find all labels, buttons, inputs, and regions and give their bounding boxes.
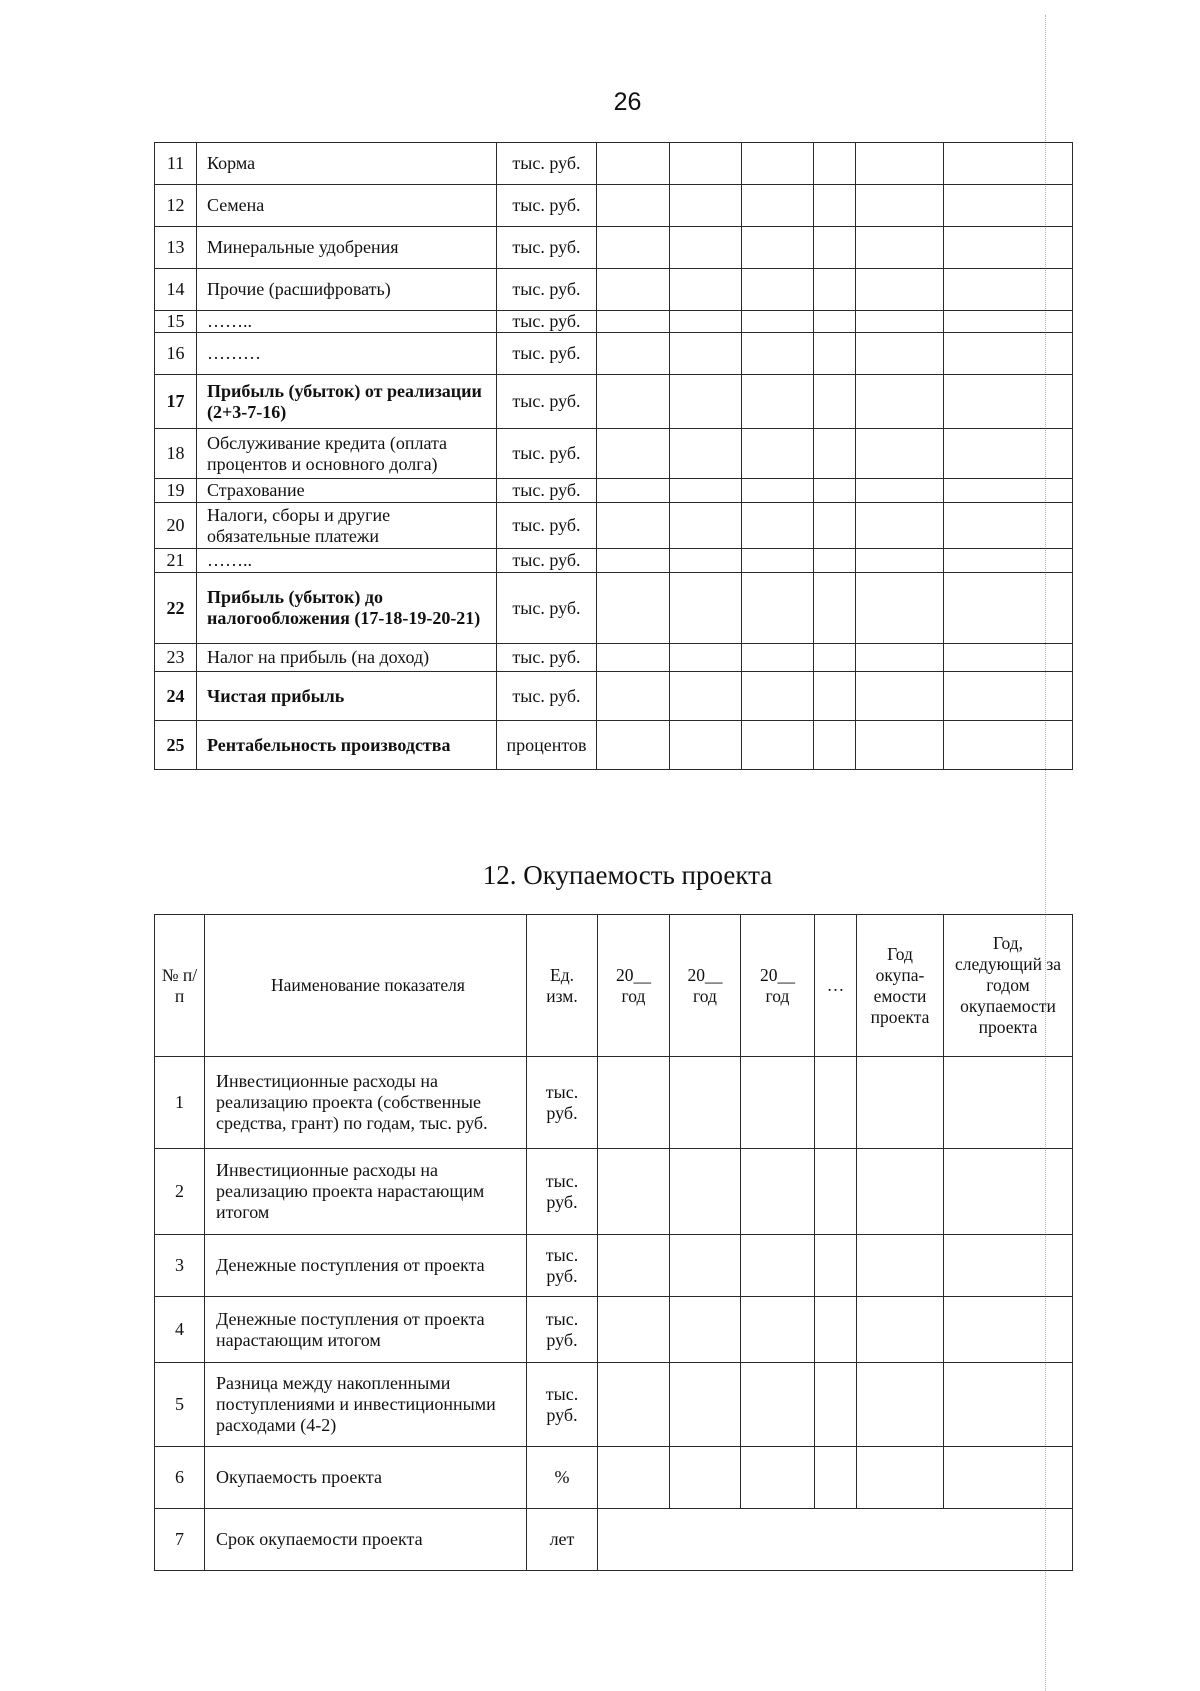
row-number: 20 xyxy=(155,503,197,549)
financial-results-body xyxy=(155,143,1073,770)
row-unit: тыс. руб. xyxy=(497,644,597,672)
value-cell[interactable] xyxy=(944,479,1073,503)
value-cell[interactable] xyxy=(814,333,856,375)
value-cell[interactable] xyxy=(856,143,944,185)
header-num: № п/п xyxy=(155,915,205,1057)
value-cell[interactable] xyxy=(670,549,742,573)
value-cell[interactable] xyxy=(856,672,944,721)
value-cell[interactable] xyxy=(815,1447,857,1509)
value-cell[interactable] xyxy=(857,1149,944,1235)
row-indicator: Прибыль (убыток) от реализации (2+3-7-16) xyxy=(197,375,497,429)
row-indicator: Прочие (расшифровать) xyxy=(197,269,497,311)
header-ellipsis: … xyxy=(815,915,857,1057)
table-row xyxy=(155,1509,1073,1571)
table-row xyxy=(155,143,1073,185)
value-cell[interactable] xyxy=(856,311,944,333)
value-cell[interactable] xyxy=(944,644,1073,672)
value-cell[interactable] xyxy=(741,1235,815,1297)
value-cell[interactable] xyxy=(742,375,814,429)
value-cell[interactable] xyxy=(670,143,742,185)
header-year-3: 20__ год xyxy=(741,915,815,1057)
value-cell[interactable] xyxy=(944,429,1073,479)
value-cell[interactable] xyxy=(944,227,1073,269)
header-year-2: 20__ год xyxy=(670,915,741,1057)
row-indicator: Корма xyxy=(197,143,497,185)
value-cell[interactable] xyxy=(857,1363,944,1447)
header-payback-year: Год окупа-емости проекта xyxy=(857,915,944,1057)
value-cell[interactable] xyxy=(598,1363,670,1447)
row-unit: тыс. руб. xyxy=(497,672,597,721)
value-cell[interactable] xyxy=(670,479,742,503)
value-cell[interactable] xyxy=(741,1447,815,1509)
value-cell[interactable] xyxy=(670,1149,741,1235)
row-unit: лет xyxy=(527,1509,598,1571)
value-cell[interactable] xyxy=(597,549,670,573)
value-cell[interactable] xyxy=(670,185,742,227)
row-indicator: Страхование xyxy=(197,479,497,503)
value-cell[interactable] xyxy=(742,269,814,311)
table-row xyxy=(155,1447,1073,1509)
row-number: 1 xyxy=(155,1057,205,1149)
row-indicator: Разница между накопленными поступлениями и инвестиционными расходами (4-2) xyxy=(205,1363,527,1447)
row-unit: тыс. руб. xyxy=(527,1149,598,1235)
value-cell[interactable] xyxy=(742,672,814,721)
value-cell[interactable] xyxy=(856,269,944,311)
table-row xyxy=(155,1149,1073,1235)
table-row xyxy=(155,1363,1073,1447)
value-cell[interactable] xyxy=(670,1057,741,1149)
value-cell[interactable] xyxy=(856,227,944,269)
value-cell[interactable] xyxy=(856,549,944,573)
row-number: 21 xyxy=(155,549,197,573)
row-unit: тыс. руб. xyxy=(497,311,597,333)
value-cell[interactable] xyxy=(856,573,944,644)
row-number: 12 xyxy=(155,185,197,227)
financial-results-table xyxy=(154,142,1073,770)
value-cell[interactable] xyxy=(857,1057,944,1149)
row-indicator: Окупаемость проекта xyxy=(205,1447,527,1509)
value-cell[interactable] xyxy=(814,479,856,503)
value-cell[interactable] xyxy=(670,311,742,333)
value-cell[interactable] xyxy=(856,721,944,770)
row-indicator: Семена xyxy=(197,185,497,227)
value-cell[interactable] xyxy=(944,672,1073,721)
value-cell[interactable] xyxy=(856,333,944,375)
row-unit: тыс. руб. xyxy=(497,227,597,269)
value-cell[interactable] xyxy=(944,1363,1073,1447)
header-next-year: Год, следующий за годом окупаемости проекта xyxy=(944,915,1073,1057)
row-number: 3 xyxy=(155,1235,205,1297)
row-unit: тыс. руб. xyxy=(527,1297,598,1363)
value-cell[interactable] xyxy=(742,479,814,503)
value-cell[interactable] xyxy=(944,185,1073,227)
row-number: 11 xyxy=(155,143,197,185)
value-cell[interactable] xyxy=(856,375,944,429)
row-indicator: Прибыль (убыток) до налогообложения (17-18-19-20-21) xyxy=(197,573,497,644)
value-cell[interactable] xyxy=(814,227,856,269)
row-unit: тыс. руб. xyxy=(497,549,597,573)
row-number: 23 xyxy=(155,644,197,672)
row-unit: тыс. руб. xyxy=(497,503,597,549)
value-cell[interactable] xyxy=(814,549,856,573)
row-indicator: ……… xyxy=(197,333,497,375)
value-cell[interactable] xyxy=(944,1149,1073,1235)
value-cell[interactable] xyxy=(741,1057,815,1149)
table-row xyxy=(155,1297,1073,1363)
value-cell[interactable] xyxy=(670,375,742,429)
value-cell[interactable] xyxy=(814,503,856,549)
value-cell[interactable] xyxy=(815,1149,857,1235)
value-cell[interactable] xyxy=(742,721,814,770)
value-cell[interactable] xyxy=(597,672,670,721)
value-cell[interactable] xyxy=(742,573,814,644)
row-indicator: Обслуживание кредита (оплата процентов и основного долга) xyxy=(197,429,497,479)
table-row xyxy=(155,185,1073,227)
value-cell[interactable] xyxy=(598,1057,670,1149)
value-cell[interactable] xyxy=(742,333,814,375)
row-indicator: Инвестиционные расходы на реализацию проекта (собственные средства, грант) по годам, тыс. руб. xyxy=(205,1057,527,1149)
value-cell[interactable] xyxy=(856,644,944,672)
value-cell[interactable] xyxy=(670,672,742,721)
value-cell[interactable] xyxy=(856,185,944,227)
row-number: 19 xyxy=(155,479,197,503)
row-number: 16 xyxy=(155,333,197,375)
table-row xyxy=(155,269,1073,311)
value-cell[interactable] xyxy=(814,721,856,770)
value-cell[interactable] xyxy=(857,1235,944,1297)
row-unit: тыс. руб. xyxy=(497,143,597,185)
row-number: 5 xyxy=(155,1363,205,1447)
value-cell[interactable] xyxy=(670,1235,741,1297)
value-cell[interactable] xyxy=(670,269,742,311)
value-cell[interactable] xyxy=(670,573,742,644)
value-cell[interactable] xyxy=(670,1447,741,1509)
value-cell[interactable] xyxy=(597,721,670,770)
value-cell[interactable] xyxy=(670,227,742,269)
value-cell-merged[interactable] xyxy=(598,1509,1073,1571)
value-cell[interactable] xyxy=(944,721,1073,770)
row-number: 25 xyxy=(155,721,197,770)
row-number: 2 xyxy=(155,1149,205,1235)
row-indicator: …….. xyxy=(197,549,497,573)
value-cell[interactable] xyxy=(944,375,1073,429)
value-cell[interactable] xyxy=(742,503,814,549)
row-indicator: Минеральные удобрения xyxy=(197,227,497,269)
value-cell[interactable] xyxy=(597,429,670,479)
row-unit: тыс. руб. xyxy=(497,269,597,311)
row-unit: % xyxy=(527,1447,598,1509)
value-cell[interactable] xyxy=(741,1363,815,1447)
row-indicator: …….. xyxy=(197,311,497,333)
value-cell[interactable] xyxy=(597,227,670,269)
row-number: 15 xyxy=(155,311,197,333)
value-cell[interactable] xyxy=(742,429,814,479)
value-cell[interactable] xyxy=(742,143,814,185)
row-unit: тыс. руб. xyxy=(497,479,597,503)
page-number: 26 xyxy=(613,88,642,116)
value-cell[interactable] xyxy=(742,644,814,672)
value-cell[interactable] xyxy=(944,1057,1073,1149)
row-indicator: Денежные поступления от проекта xyxy=(205,1235,527,1297)
value-cell[interactable] xyxy=(670,721,742,770)
table-row xyxy=(155,672,1073,721)
table-row xyxy=(155,721,1073,770)
row-unit: процентов xyxy=(497,721,597,770)
table-row xyxy=(155,1235,1073,1297)
section-title: 12. Окупаемость проекта xyxy=(482,860,773,890)
row-indicator: Инвестиционные расходы на реализацию проекта нарастающим итогом xyxy=(205,1149,527,1235)
table-row xyxy=(155,503,1073,549)
value-cell[interactable] xyxy=(815,1363,857,1447)
value-cell[interactable] xyxy=(597,503,670,549)
table-row xyxy=(155,311,1073,333)
value-cell[interactable] xyxy=(857,1297,944,1363)
value-cell[interactable] xyxy=(944,1447,1073,1509)
row-indicator: Рентабельность производства xyxy=(197,721,497,770)
payback-table xyxy=(154,914,1073,1571)
value-cell[interactable] xyxy=(741,1149,815,1235)
value-cell[interactable] xyxy=(742,227,814,269)
value-cell[interactable] xyxy=(597,333,670,375)
value-cell[interactable] xyxy=(598,1149,670,1235)
value-cell[interactable] xyxy=(597,479,670,503)
value-cell[interactable] xyxy=(598,1447,670,1509)
value-cell[interactable] xyxy=(856,503,944,549)
value-cell[interactable] xyxy=(742,185,814,227)
row-unit: тыс. руб. xyxy=(497,375,597,429)
value-cell[interactable] xyxy=(670,503,742,549)
value-cell[interactable] xyxy=(856,479,944,503)
value-cell[interactable] xyxy=(597,573,670,644)
value-cell[interactable] xyxy=(597,269,670,311)
row-unit: тыс. руб. xyxy=(497,333,597,375)
value-cell[interactable] xyxy=(814,573,856,644)
value-cell[interactable] xyxy=(741,1297,815,1363)
value-cell[interactable] xyxy=(598,1297,670,1363)
header-year-1: 20__ год xyxy=(598,915,670,1057)
value-cell[interactable] xyxy=(670,1363,741,1447)
row-number: 4 xyxy=(155,1297,205,1363)
row-unit: тыс. руб. xyxy=(497,573,597,644)
value-cell[interactable] xyxy=(670,333,742,375)
value-cell[interactable] xyxy=(597,644,670,672)
row-unit: тыс. руб. xyxy=(527,1057,598,1149)
value-cell[interactable] xyxy=(814,143,856,185)
value-cell[interactable] xyxy=(597,143,670,185)
value-cell[interactable] xyxy=(944,333,1073,375)
table-row xyxy=(155,429,1073,479)
value-cell[interactable] xyxy=(857,1447,944,1509)
row-unit: тыс. руб. xyxy=(527,1363,598,1447)
row-number: 17 xyxy=(155,375,197,429)
value-cell[interactable] xyxy=(815,1297,857,1363)
table-row xyxy=(155,1057,1073,1149)
row-number: 22 xyxy=(155,573,197,644)
table-row xyxy=(155,479,1073,503)
row-indicator: Срок окупаемости проекта xyxy=(205,1509,527,1571)
header-unit: Ед. изм. xyxy=(527,915,598,1057)
value-cell[interactable] xyxy=(670,644,742,672)
row-unit: тыс. руб. xyxy=(527,1235,598,1297)
value-cell[interactable] xyxy=(814,311,856,333)
value-cell[interactable] xyxy=(814,185,856,227)
value-cell[interactable] xyxy=(598,1235,670,1297)
value-cell[interactable] xyxy=(944,573,1073,644)
value-cell[interactable] xyxy=(597,185,670,227)
value-cell[interactable] xyxy=(597,311,670,333)
value-cell[interactable] xyxy=(944,269,1073,311)
table-row xyxy=(155,644,1073,672)
row-number: 13 xyxy=(155,227,197,269)
value-cell[interactable] xyxy=(856,429,944,479)
value-cell[interactable] xyxy=(742,549,814,573)
table-row xyxy=(155,227,1073,269)
value-cell[interactable] xyxy=(814,269,856,311)
value-cell[interactable] xyxy=(815,1235,857,1297)
row-unit: тыс. руб. xyxy=(497,185,597,227)
value-cell[interactable] xyxy=(944,311,1073,333)
header-name: Наименование показателя xyxy=(205,915,527,1057)
value-cell[interactable] xyxy=(944,143,1073,185)
row-number: 6 xyxy=(155,1447,205,1509)
value-cell[interactable] xyxy=(814,375,856,429)
payback-header-row xyxy=(155,915,1073,1057)
row-number: 14 xyxy=(155,269,197,311)
row-indicator: Налоги, сборы и другие обязательные платежи xyxy=(197,503,497,549)
value-cell[interactable] xyxy=(944,1235,1073,1297)
row-indicator: Чистая прибыль xyxy=(197,672,497,721)
value-cell[interactable] xyxy=(742,311,814,333)
row-number: 18 xyxy=(155,429,197,479)
value-cell[interactable] xyxy=(814,429,856,479)
value-cell[interactable] xyxy=(814,644,856,672)
row-number: 7 xyxy=(155,1509,205,1571)
table-row xyxy=(155,333,1073,375)
row-unit: тыс. руб. xyxy=(497,429,597,479)
row-indicator: Денежные поступления от проекта нарастающим итогом xyxy=(205,1297,527,1363)
value-cell[interactable] xyxy=(670,1297,741,1363)
table-row xyxy=(155,375,1073,429)
value-cell[interactable] xyxy=(670,429,742,479)
row-number: 24 xyxy=(155,672,197,721)
value-cell[interactable] xyxy=(944,549,1073,573)
payback-body xyxy=(155,1057,1073,1571)
table-row xyxy=(155,549,1073,573)
value-cell[interactable] xyxy=(815,1057,857,1149)
table-row xyxy=(155,573,1073,644)
value-cell[interactable] xyxy=(814,672,856,721)
row-indicator: Налог на прибыль (на доход) xyxy=(197,644,497,672)
value-cell[interactable] xyxy=(597,375,670,429)
value-cell[interactable] xyxy=(944,1297,1073,1363)
value-cell[interactable] xyxy=(944,503,1073,549)
